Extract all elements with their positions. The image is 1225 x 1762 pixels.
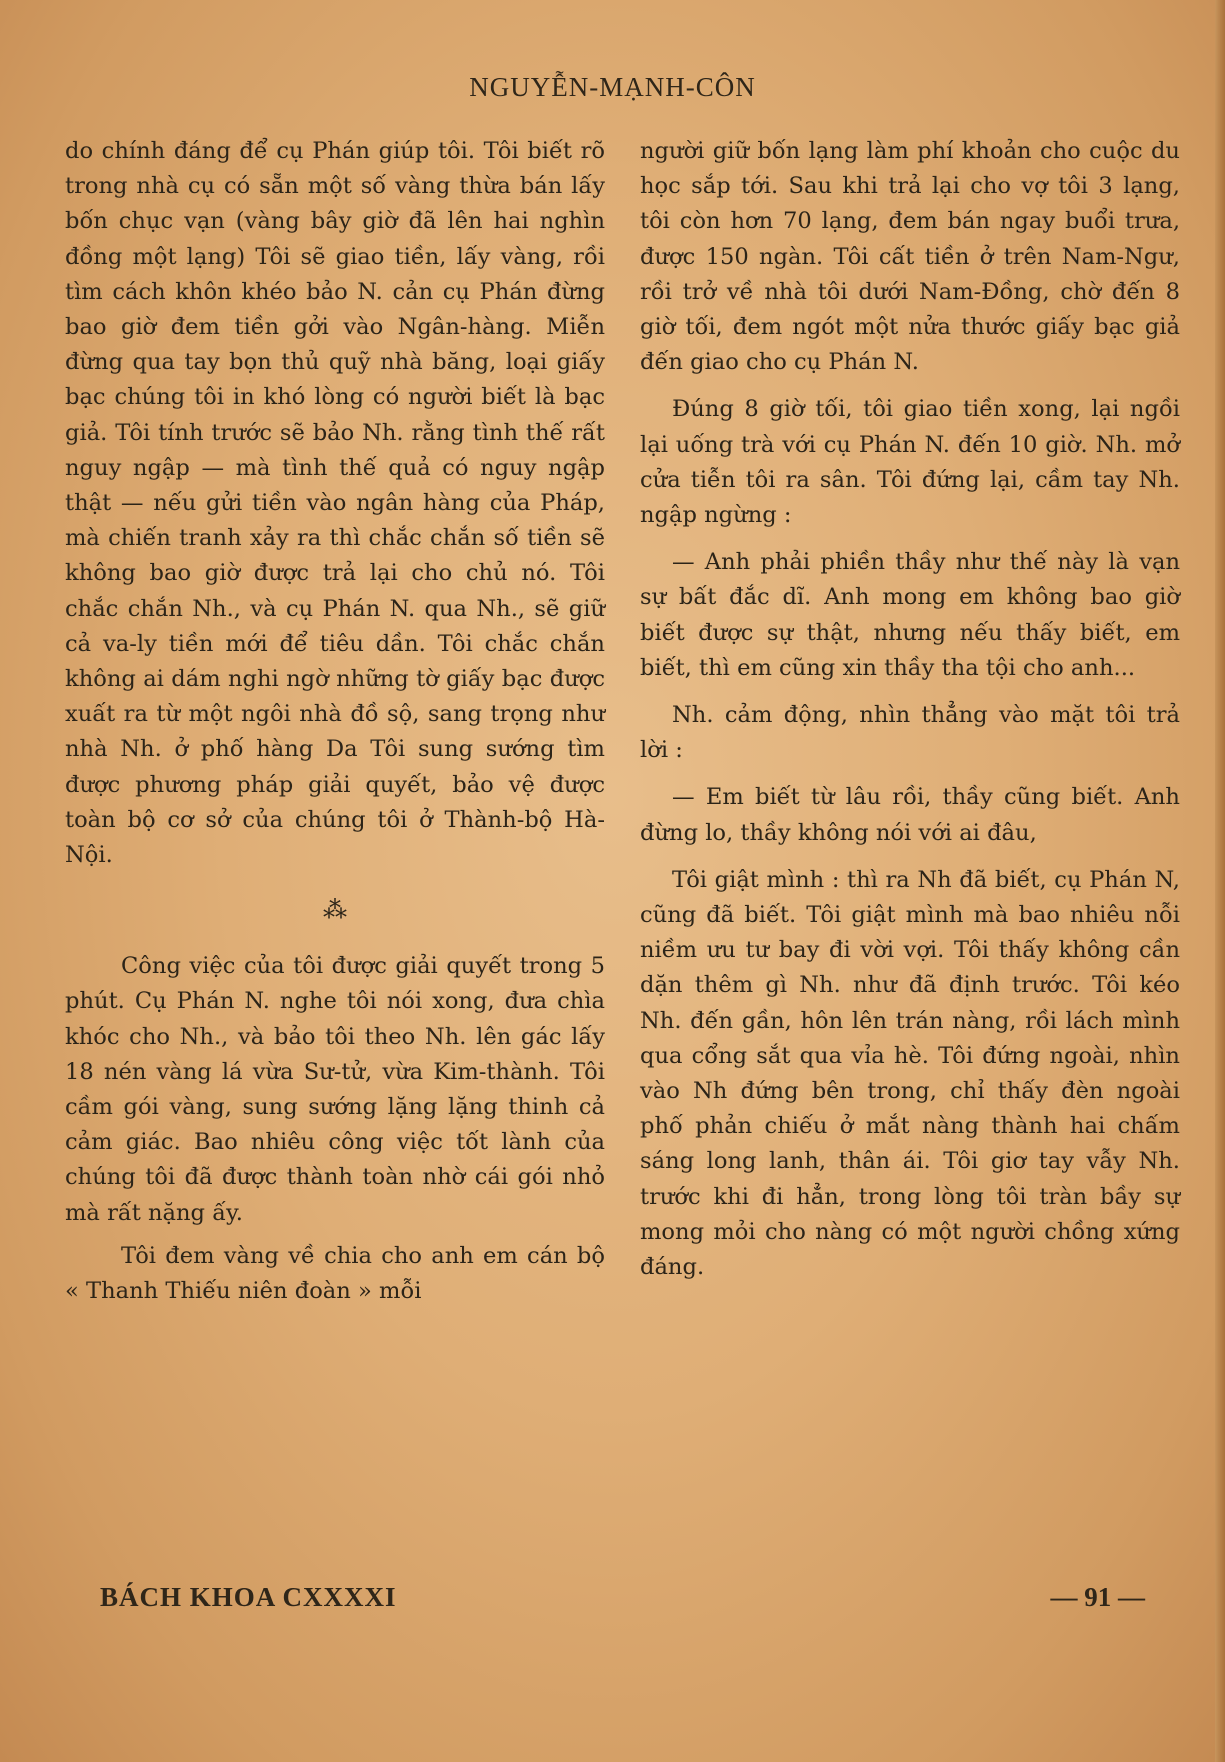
footer-publication-title: BÁCH KHOA CXXXXI <box>100 1582 397 1612</box>
paragraph: do chính đáng để cụ Phán giúp tôi. Tôi biết rõ trong nhà cụ có sẵn một số vàng thừa bán lấy bốn chục vạn (vàng bây giờ đã lên hai nghìn đồng một lạng) Tôi sẽ giao tiền, lấy vàng, rồi tìm cách khôn khéo bảo N. cản cụ Phán đừng bao giờ đem tiền gởi vào Ngân-hàng. Miễn đừng qua tay bọn thủ quỹ nhà băng, loại giấy bạc chúng tôi in khó lòng có người biết là bạc giả. Tôi tính trước sẽ bảo Nh. rằng tình thế rất nguy ngập — mà tình thế quả có nguy ngập thật — nếu gửi tiền vào ngân hàng của Pháp, mà chiến tranh xảy ra thì chắc chắn số tiền sẽ không bao giờ được trả lại cho chủ nó. Tôi chắc chắn Nh., và cụ Phán N. qua Nh., sẽ giữ cả va-ly tiền mới để tiêu dần. Tôi chắc chắn không ai dám nghi ngờ những tờ giấy bạc được xuất ra từ một ngôi nhà đồ sộ, sang trọng như nhà Nh. ở phố hàng Da Tôi sung sướng tìm được phương pháp giải quyết, bảo vệ được toàn bộ cơ sở của chúng tôi ở Thành-bộ Hà-Nội. <box>65 138 605 869</box>
paragraph: Tôi giật mình : thì ra Nh đã biết, cụ Phán N, cũng đã biết. Tôi giật mình mà bao nhiêu nỗi niềm ưu tư bay đi vời vợi. Tôi thấy không cần dặn thêm gì Nh. như đã định trước. Tôi kéo Nh. đến gần, hôn lên trán nàng, rồi lách mình qua cổng sắt qua vỉa hè. Tôi đứng ngoài, nhìn vào Nh đứng bên trong, chỉ thấy đèn ngoài phố phản chiếu ở mắt nàng thành hai chấm sáng long lanh, thân ái. Tôi giơ tay vẫy Nh. trước khi đi hẳn, trong lòng tôi tràn bầy sự mong mỏi cho nàng có một người chồng xứng đáng. <box>640 866 1180 1281</box>
section-separator: ⁂ <box>323 896 347 925</box>
dialogue-paragraph: — Em biết từ lâu rồi, thầy cũng biết. Anh đừng lo, thầy không nói với ai đâu, <box>640 784 1180 846</box>
dialogue-paragraph: — Anh phải phiền thầy như thế này là vạn sự bất đắc dĩ. Anh mong em không bao giờ biết được sự thật, nhưng nếu thấy biết, em biết, thì em cũng xin thầy tha tội cho anh... <box>640 549 1180 681</box>
running-head-author: NGUYỄN-MẠNH-CÔN <box>469 72 756 102</box>
paragraph: Tôi đem vàng về chia cho anh em cán bộ « Thanh Thiếu niên đoàn » mỗi <box>65 1242 605 1305</box>
paragraph: Đúng 8 giờ tối, tôi giao tiền xong, lại ngồi lại uống trà với cụ Phán N. đến 10 giờ. Nh. mở cửa tiễn tôi ra sân. Tôi đứng lại, cầm tay Nh. ngập ngừng : <box>640 396 1180 529</box>
paragraph: người giữ bốn lạng làm phí khoản cho cuộc du học sắp tới. Sau khi trả lại cho vợ tôi 3 lạng, tôi còn hơn 70 lạng, đem bán ngay buổi trưa, được 150 ngàn. Tôi cất tiền ở trên Nam-Ngư, rồi trở về nhà tôi dưới Nam-Đồng, chờ đến 8 giờ tối, đem ngót một nửa thước giấy bạc giả đến giao cho cụ Phán N. <box>640 138 1180 376</box>
left-column <box>65 134 605 1309</box>
paragraph: Công việc của tôi được giải quyết trong 5 phút. Cụ Phán N. nghe tôi nói xong, đưa chìa khóc cho Nh., và bảo tôi theo Nh. lên gác lấy 18 nén vàng lá vừa Sư-tử, vừa Kim-thành. Tôi cầm gói vàng, sung sướng lặng lặng thinh cả cảm giác. Bao nhiêu công việc tốt lành của chúng tôi đã được thành toàn nhờ cái gói nhỏ mà rất nặng ấy. <box>65 953 605 1226</box>
footer-page-number: — 91 — <box>1050 1582 1145 1612</box>
paragraph: Nh. cảm động, nhìn thẳng vào mặt tôi trả lời : <box>640 702 1180 764</box>
right-column <box>640 134 1180 1297</box>
page-edge <box>1215 0 1225 1762</box>
